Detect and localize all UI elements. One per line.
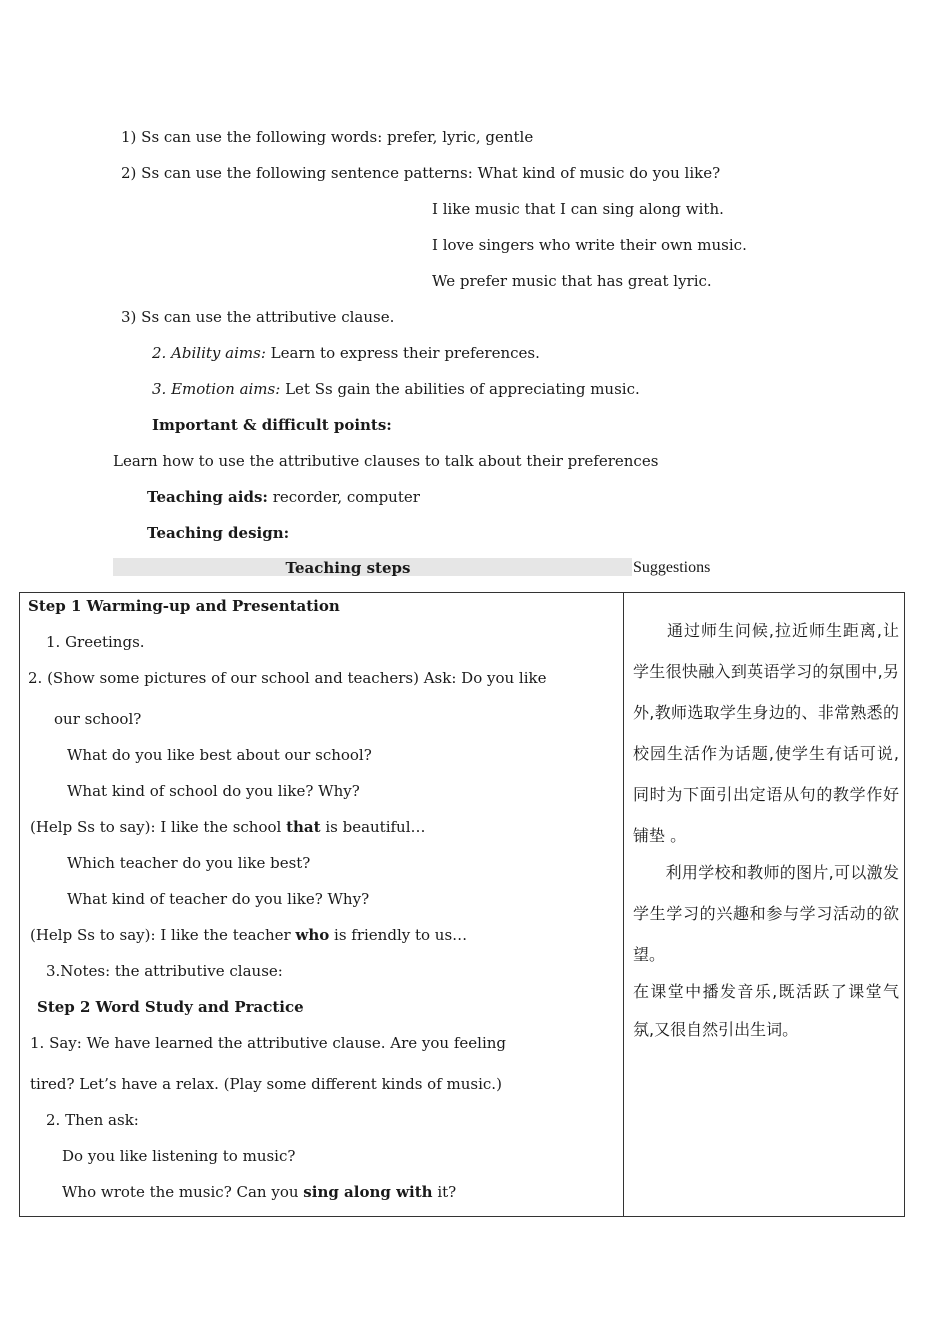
help-say-school <box>30 817 426 837</box>
question-listening: Do you like listening to music? <box>62 1147 296 1165</box>
question-wrote-prefix: Who wrote the music? Can you <box>62 1183 304 1201</box>
points-text: Learn how to use the attributive clauses to talk about their preferences <box>113 452 659 470</box>
step1-our-school: our school? <box>54 710 142 728</box>
pattern-sentence-3: We prefer music that has great lyric. <box>432 272 712 290</box>
keyword-sing-along-with: sing along with <box>303 1183 433 1201</box>
suggestion-pictures: 利用学校和教师的图片,可以激发学生学习的兴趣和参与学习活动的欲望。 <box>633 863 899 964</box>
header-suggestions: Suggestions <box>633 559 711 576</box>
help-say-teacher-prefix: (Help Ss to say): I like the teacher <box>30 926 296 944</box>
question-kind-teacher: What kind of teacher do you like? Why? <box>67 890 370 908</box>
emotion-aims-text: Let Ss gain the abilities of appreciating music. <box>280 380 640 398</box>
step2-say-line1: 1. Say: We have learned the attributive clause. Are you feeling <box>30 1034 507 1052</box>
step1-greetings: 1. Greetings. <box>46 633 145 651</box>
objective-words: 1) Ss can use the following words: prefer, lyric, gentle <box>121 128 534 146</box>
help-say-teacher-suffix: is friendly to us… <box>329 926 468 944</box>
suggestion-greeting: 通过师生问候,拉近师生距离,让学生很快融入到英语学习的氛围中,另外,教师选取学生身边的、非常熟悉的校园生活作为话题,使学生有话可说,同时为下面引出定语从句的教学作好铺垫 。 <box>633 621 899 845</box>
question-which-teacher: Which teacher do you like best? <box>67 854 311 872</box>
objective-patterns: 2) Ss can use the following sentence patterns: What kind of music do you like? <box>121 164 721 182</box>
ability-aims-label: 2. Ability aims: <box>152 344 266 362</box>
question-wrote-suffix: it? <box>432 1183 457 1201</box>
keyword-that: that <box>286 818 321 836</box>
help-say-school-prefix: (Help Ss to say): I like the school <box>30 818 287 836</box>
column-divider <box>623 592 624 1217</box>
step1-title: Step 1 Warming-up and Presentation <box>28 597 340 615</box>
header-teaching-steps: Teaching steps <box>285 559 411 577</box>
step1-show-pictures: 2. (Show some pictures of our school and teachers) Ask: Do you like <box>28 669 547 687</box>
teaching-aids-label: Teaching aids: <box>147 488 268 506</box>
ability-aims-text: Learn to express their preferences. <box>265 344 540 362</box>
emotion-aims-label: 3. Emotion aims: <box>152 380 281 398</box>
notes-attributive-clause: 3.Notes: the attributive clause: <box>46 962 283 980</box>
objective-clause: 3) Ss can use the attributive clause. <box>121 308 395 326</box>
keyword-who: who <box>295 926 330 944</box>
step2-say-line2: tired? Let’s have a relax. (Play some different kinds of music.) <box>30 1075 502 1093</box>
suggestion-music: 在课堂中播发音乐,既活跃了课堂气氛,又很自然引出生词。 <box>633 982 899 1039</box>
pattern-sentence-1: I like music that I can sing along with. <box>432 200 724 218</box>
step2-title: Step 2 Word Study and Practice <box>37 998 304 1016</box>
help-say-school-suffix: is beautiful… <box>320 818 426 836</box>
ability-aims <box>152 343 540 363</box>
teaching-design-label: Teaching design: <box>147 524 290 542</box>
points-heading: Important & difficult points: <box>152 416 392 434</box>
question-best-school: What do you like best about our school? <box>67 746 372 764</box>
question-wrote-music <box>62 1182 456 1202</box>
step2-then-ask: 2. Then ask: <box>46 1111 139 1129</box>
pattern-sentence-2: I love singers who write their own music. <box>432 236 747 254</box>
teaching-aids-text: recorder, computer <box>267 488 420 506</box>
question-kind-school: What kind of school do you like? Why? <box>67 782 360 800</box>
teaching-aids <box>147 487 420 507</box>
emotion-aims <box>152 379 640 399</box>
help-say-teacher <box>30 925 467 945</box>
